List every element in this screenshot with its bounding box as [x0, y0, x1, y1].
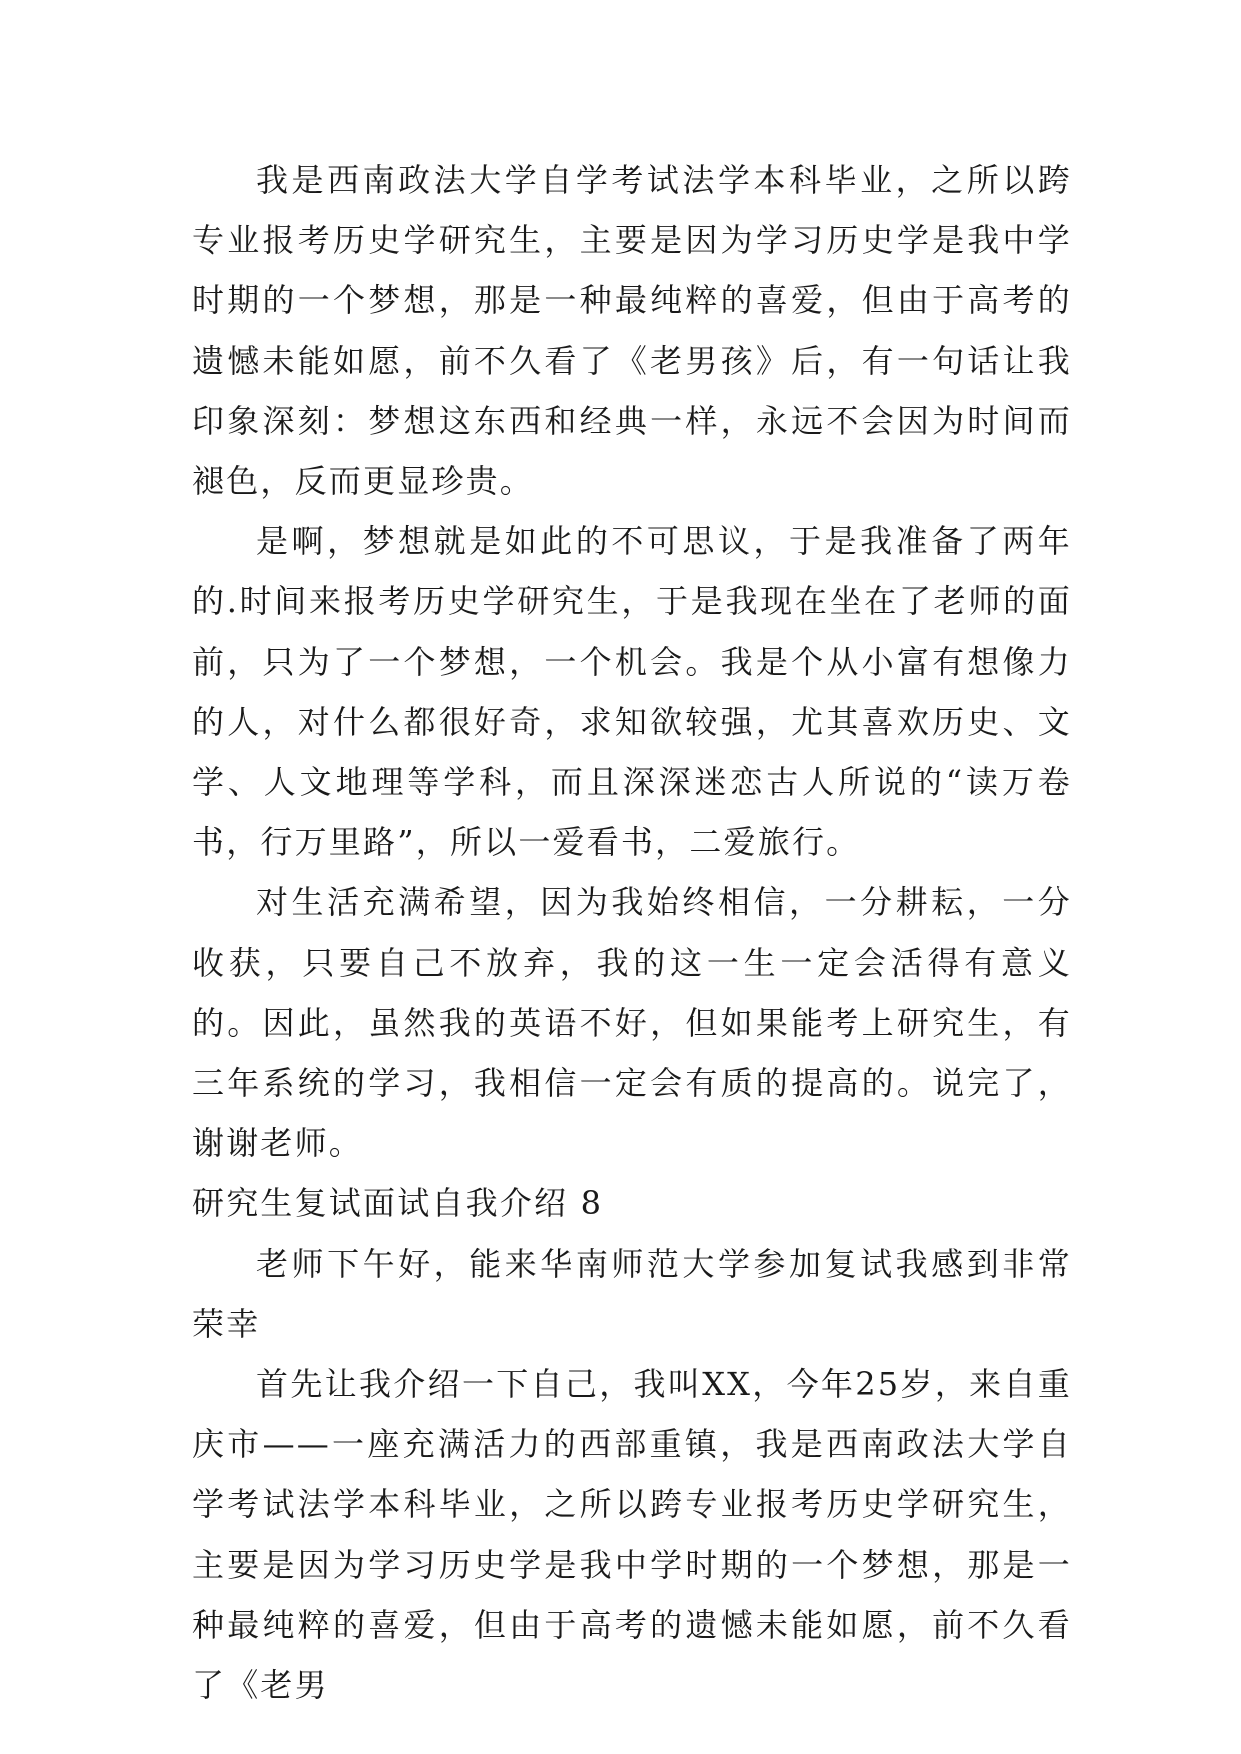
paragraph-5: 首先让我介绍一下自己，我叫XX，今年25岁，来自重庆市——一座充满活力的西部重镇，我是西南政法大学自学考试法学本科毕业，之所以跨专业报考历史学研究生，主要是因为学习历史学是我中学时期的一个梦想，那是一种最纯粹的喜爱，但由于高考的遗憾未能如愿，前不久看了《老男 [192, 1365, 1072, 1705]
section-heading: 研究生复试面试自我介绍 8 [192, 1184, 604, 1223]
document-body [192, 150, 1072, 1715]
paragraph-4: 老师下午好，能来华南师范大学参加复试我感到非常荣幸 [192, 1244, 1072, 1343]
paragraph-2: 是啊，梦想就是如此的不可思议，于是我准备了两年的.时间来报考历史学研究生，于是我现在坐在了老师的面前，只为了一个梦想，一个机会。我是个从小富有想像力的人，对什么都很好奇，求知欲较强，尤其喜欢历史、文学、人文地理等学科，而且深深迷恋古人所说的“读万卷书，行万里路”，所以一爱看书，二爱旅行。 [192, 522, 1072, 862]
paragraph-1: 我是西南政法大学自学考试法学本科毕业，之所以跨专业报考历史学研究生，主要是因为学习历史学是我中学时期的一个梦想，那是一种最纯粹的喜爱，但由于高考的遗憾未能如愿，前不久看了《老男孩》后，有一句话让我印象深刻：梦想这东西和经典一样，永远不会因为时间而褪色，反而更显珍贵。 [192, 161, 1072, 501]
paragraph-3: 对生活充满希望，因为我始终相信，一分耕耘，一分收获，只要自己不放弃，我的这一生一定会活得有意义的。因此，虽然我的英语不好，但如果能考上研究生，有三年系统的学习，我相信一定会有质的提高的。说完了，谢谢老师。 [192, 883, 1072, 1163]
